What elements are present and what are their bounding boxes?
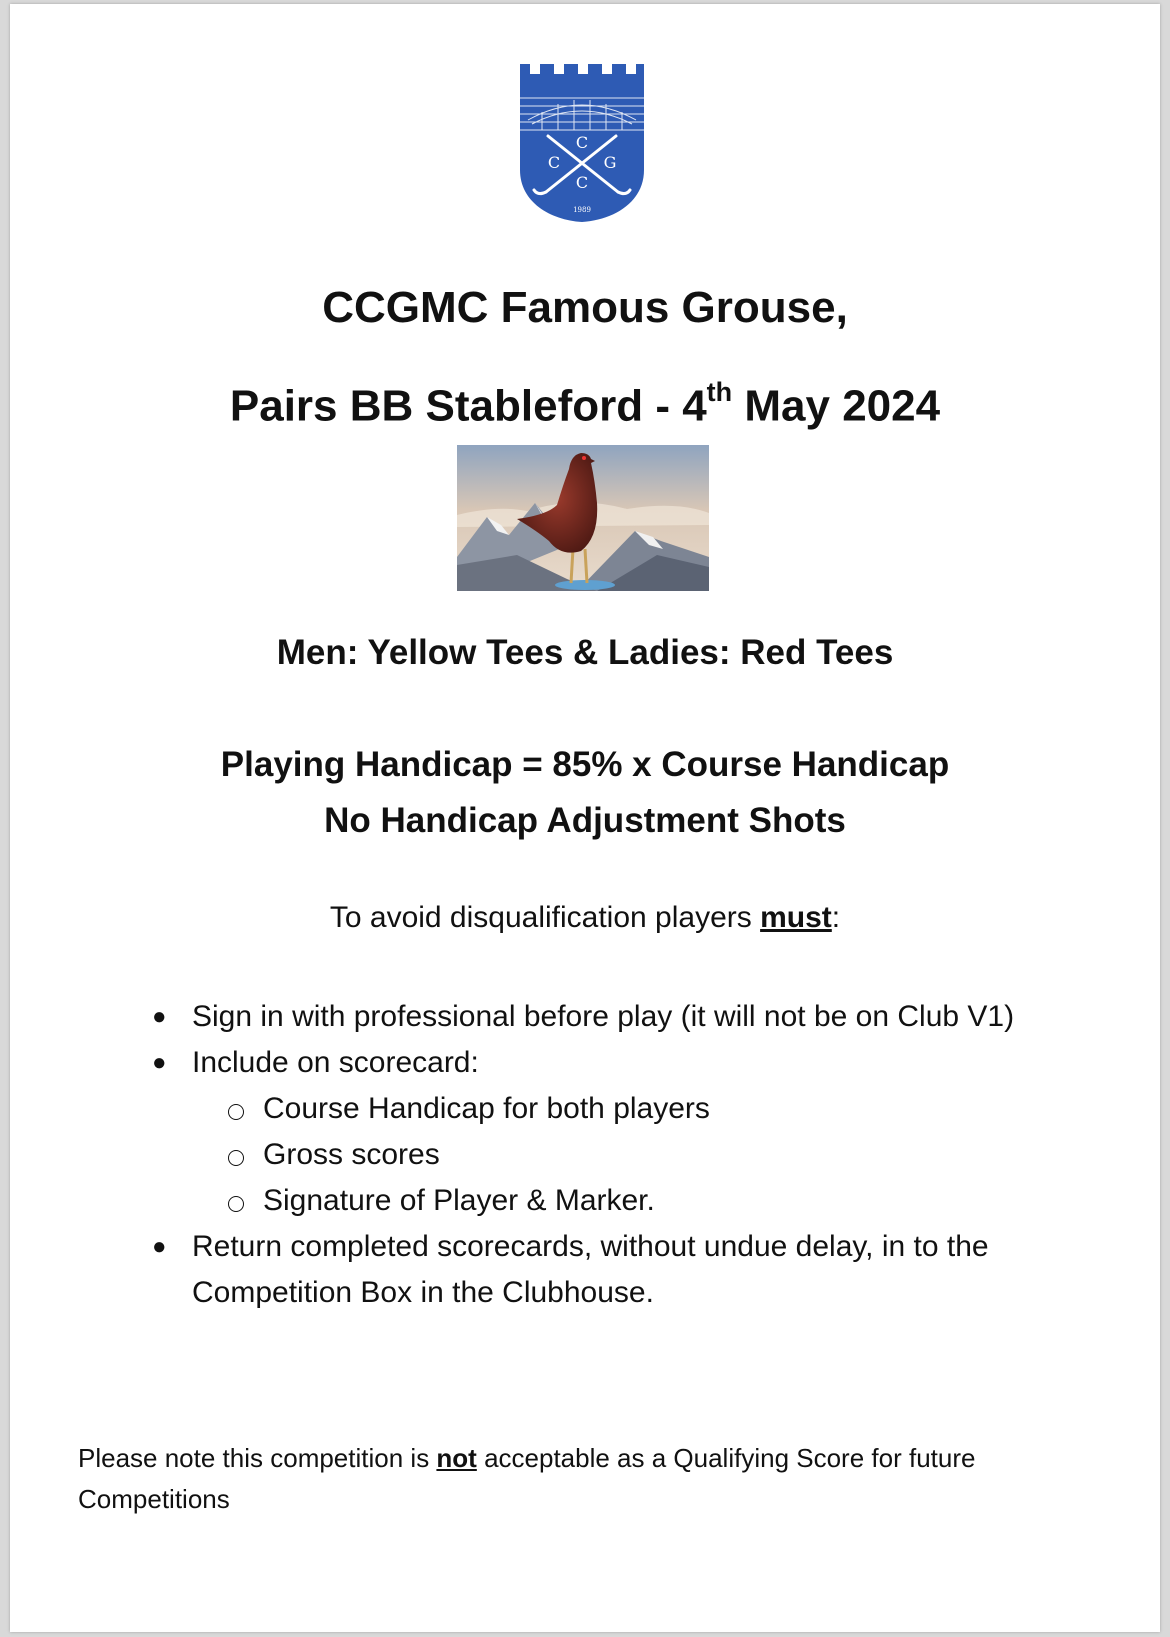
rule-text: Sign in with professional before play (it will not be on Club V1) — [192, 1000, 1015, 1033]
note-text-end: acceptable as a Qualifying Score for future Competitions — [78, 1443, 976, 1514]
bullet-icon: ● — [152, 1049, 167, 1076]
disqualification-intro — [10, 900, 1160, 936]
rule-text: Include on scorecard: — [192, 1046, 479, 1079]
club-crest-logo — [518, 62, 646, 224]
crest-letter-left: C — [547, 153, 561, 172]
subrule-item — [148, 1132, 1108, 1178]
bullet-icon: ● — [152, 1233, 167, 1260]
qualifying-score-note — [78, 1438, 1088, 1520]
rule-item-return — [148, 1224, 1108, 1316]
subrule-text: Gross scores — [263, 1138, 440, 1171]
intro-colon: : — [831, 901, 841, 934]
title-line2-date: May 2024 — [732, 381, 941, 431]
rule-item-scorecard — [148, 1040, 1108, 1086]
rules-list — [148, 994, 1108, 1316]
handicap-adjustment-line: No Handicap Adjustment Shots — [324, 801, 846, 840]
playing-handicap-line: Playing Handicap = 85% x Course Handicap — [220, 745, 950, 784]
document-title-line2 — [10, 370, 1160, 433]
note-emphasis: not — [436, 1443, 477, 1473]
intro-text: To avoid disqualification players — [329, 901, 761, 934]
crest-letter-right: G — [603, 153, 617, 172]
rule-text: Return completed scorecards, without undue delay, in to the Competition Box in the Clubhouse. — [192, 1230, 989, 1309]
title-line2-text: Pairs BB Stableford - 4 — [229, 381, 707, 431]
subrule-text: Signature of Player & Marker. — [263, 1184, 655, 1217]
crest-letter-top: C — [575, 133, 589, 152]
document-page — [10, 4, 1160, 1632]
circle-bullet-icon — [228, 1104, 244, 1120]
subrule-item — [148, 1178, 1108, 1224]
rule-item-sign-in — [148, 994, 1108, 1040]
subrule-item — [148, 1086, 1108, 1132]
title-ordinal-suffix: th — [706, 377, 733, 407]
document-title-line1: CCGMC Famous Grouse, — [322, 283, 848, 332]
crest-year: 1989 — [573, 206, 591, 214]
circle-bullet-icon — [228, 1196, 244, 1212]
bullet-icon: ● — [152, 1003, 167, 1030]
subrule-text: Course Handicap for both players — [263, 1092, 710, 1125]
note-text: Please note this competition is — [78, 1443, 437, 1473]
intro-emphasis: must — [760, 901, 832, 934]
grouse-illustration — [457, 445, 709, 591]
circle-bullet-icon — [228, 1150, 244, 1166]
crest-letter-bottom: C — [575, 173, 589, 192]
tees-heading: Men: Yellow Tees & Ladies: Red Tees — [276, 633, 894, 672]
